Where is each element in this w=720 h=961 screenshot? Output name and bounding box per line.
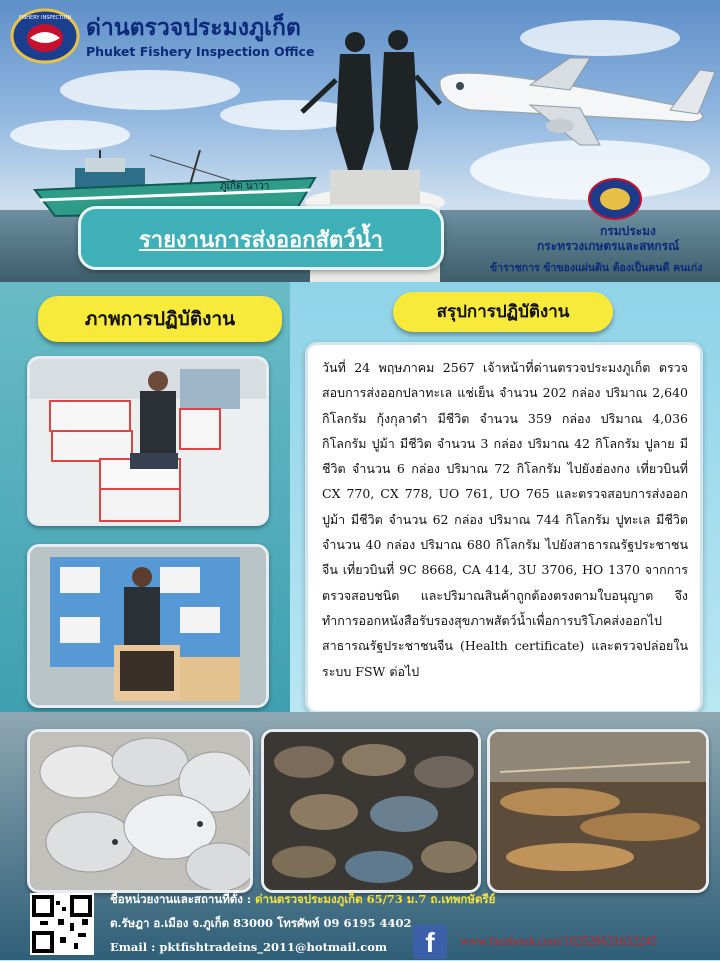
ministry-name: กระทรวงเกษตรและสหกรณ์ (537, 239, 680, 253)
report-title-banner (78, 206, 444, 270)
office-name-english: Phuket Fishery Inspection Office (86, 44, 315, 59)
facebook-link[interactable]: www.facebook.com/102528631632245 (460, 934, 658, 948)
blue-crab-photo (261, 729, 481, 893)
summary-card (305, 342, 703, 714)
inspection-photo-shrimp (27, 544, 269, 708)
address-label: ชื่อหน่วยงานและสถานที่ตั้ง : (110, 892, 256, 906)
address-phone-line: ต.รัษฎา อ.เมือง จ.ภูเก็ต 83000 โทรศัพท์ 09 6195 4402 (110, 916, 412, 930)
department-name: กรมประมง (600, 224, 656, 238)
facebook-icon[interactable]: f (413, 925, 447, 959)
office-name-thai: ด่านตรวจประมงภูเก็ต (86, 15, 301, 41)
report-title: รายงานการส่งออกสัตว์น้ำ (138, 228, 384, 253)
photos-section-title: ภาพการปฏิบัติงาน (38, 296, 282, 342)
lobster-photo (487, 729, 709, 893)
summary-section-title: สรุปการปฏิบัติงาน (393, 292, 613, 332)
header-banner (0, 0, 720, 282)
address-highlight: ด่านตรวจประมงภูเก็ต 65/73 ม.7 ถ.เทพกษัตรีย์ (255, 892, 496, 906)
fishery-inspection-logo (10, 8, 80, 64)
motto-text: ข้าราชการ ข้าของแผ่นดิน ต้องเป็นคนดี คนเก่ง (490, 262, 703, 274)
email-line[interactable]: Email : pktfishtradeins_2011@hotmail.com (110, 940, 388, 954)
department-of-fisheries-seal (588, 178, 642, 220)
qr-code[interactable] (30, 893, 94, 955)
logo-text: FISHERY INSPECTION (18, 15, 72, 21)
summary-paragraph: วันที่ 24 พฤษภาคม 2567 เจ้าหน้าที่ด่านตรวจประมงภูเก็ต ตรวจสอบการส่งออกปลาทะเล แช่เย็น จำนวน 202 กล่อง ปริมาณ 2,640 กิโลกรัม กุ้งกุลาดำ มีชีวิต จำนวน 359 กล่อง ปริมาณ 4,036 กิโลกรัม ปูม้า มีชีวิต จำนวน 3 กล่อง ปริมาณ 42 กิโลกรัม ปูลาย มีชีวิต จำนวน 6 กล่อง ปริมาณ 72 กิโลกรัม ไปยังฮ่องกง เที่ยวบินที่ CX 770, CX 778, UO 761, UO 765 และตรวจสอบการส่งออกปูม้า มีชีวิต จำนวน 62 กล่อง ปริมาณ 744 กิโลกรัม ปูทะเล มีชีวิต จำนวน 40 กล่อง ปริมาณ 680 กิโลกรัม ไปยังสาธารณรัฐประชาชนจีน เที่ยวบินที่ 9C 8668, CA 414, 3U 3706, HO 1370 จากการตรวจสอบชนิด และปริมาณสินค้าถูกต้องตรงตามใบอนุญาต จึงทำการออกหนังสือรับรองสุขภาพสัตว์น้ำเพื่อการบริโภคส่งออกไปสาธารณรัฐประชาชนจีน (Health certificate) และตรวจปล่อยในระบบ FSW ต่อไป (322, 360, 688, 679)
airplane-image (430, 50, 720, 150)
pomfret-fish-photo (27, 729, 253, 893)
boat-label: ภูเก็ต นาวา (220, 181, 270, 192)
inspection-photo-boxes (27, 356, 269, 526)
agency-address-line (110, 891, 495, 909)
